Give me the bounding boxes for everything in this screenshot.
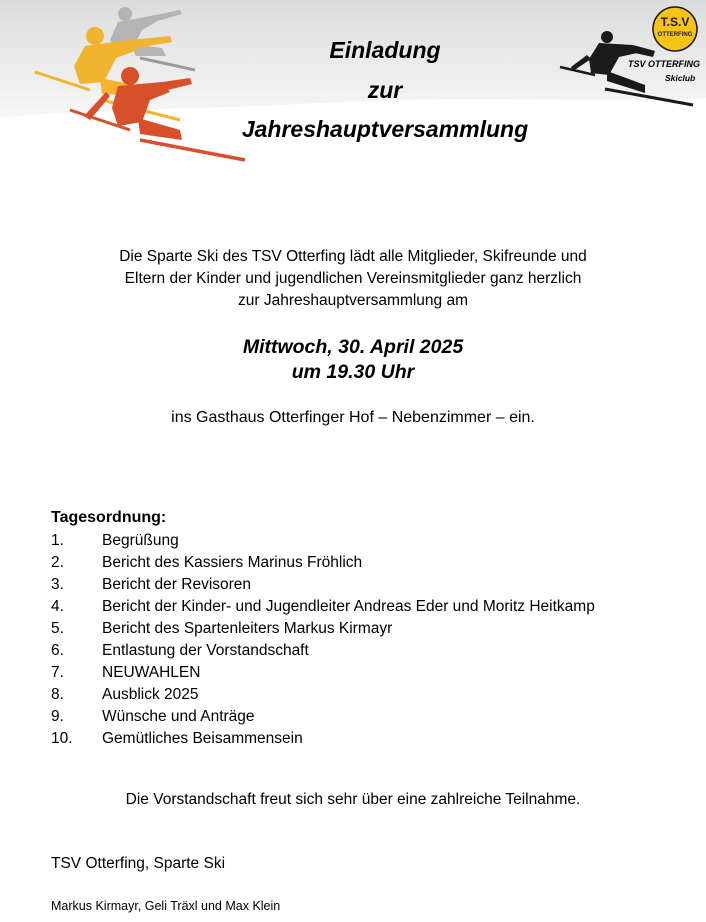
agenda-item-number: 6. — [51, 642, 64, 659]
agenda-item-text: Wünsche und Anträge — [102, 708, 255, 725]
agenda-item-text: Bericht des Kassiers Marinus Fröhlich — [102, 554, 363, 571]
agenda-item-text: Bericht des Spartenleiters Markus Kirmayr — [102, 620, 393, 637]
logo-ski-pole — [560, 67, 595, 75]
grey-ski-line — [140, 58, 195, 70]
intro-line: Die Sparte Ski des TSV Otterfing lädt alle Mitglieder, Skifreunde und — [119, 248, 587, 265]
closing-statement: Die Vorstandschaft freut sich sehr über eine zahlreiche Teilnahme. — [125, 791, 581, 808]
agenda-item-number: 7. — [51, 664, 64, 681]
meeting-venue: ins Gasthaus Otterfinger Hof – Nebenzimmer – ein. — [171, 409, 535, 426]
title-line-meeting: Jahreshauptversammlung — [241, 116, 529, 142]
agenda-item-text: NEUWAHLEN — [102, 664, 201, 681]
intro-line: zur Jahreshauptversammlung am — [237, 292, 469, 309]
agenda-item-text: Begrüßung — [102, 532, 179, 549]
logo-ski-line — [605, 89, 693, 105]
signature-organization: TSV Otterfing, Sparte Ski — [51, 855, 226, 872]
agenda-item-text: Bericht der Revisoren — [102, 576, 252, 593]
agenda-item-text: Ausblick 2025 — [102, 686, 199, 703]
agenda-item-number: 4. — [51, 598, 64, 615]
orange-ski-line — [140, 140, 245, 160]
agenda-item-number: 3. — [51, 576, 64, 593]
agenda-item-text: Bericht der Kinder- und Jugendleiter Andreas Eder und Moritz Heitkamp — [102, 598, 595, 615]
agenda-item-number: 8. — [51, 686, 64, 703]
title-line-invitation: Einladung — [329, 37, 441, 63]
agenda-item-number: 10. — [51, 730, 73, 747]
agenda-item-text: Entlastung der Vorstandschaft — [102, 642, 309, 659]
meeting-date: Mittwoch, 30. April 2025 — [242, 336, 464, 358]
agenda-item-number: 9. — [51, 708, 64, 725]
agenda-item-number: 2. — [51, 554, 64, 571]
meeting-time: um 19.30 Uhr — [291, 361, 415, 383]
agenda-item-number: 5. — [51, 620, 64, 637]
agenda-item-number: 1. — [51, 532, 64, 549]
logo-badge-text: T.S.V — [660, 15, 690, 29]
logo-badge-subtext: OTTERFING — [657, 32, 693, 38]
logo-club-name: TSV OTTERFING — [628, 59, 700, 69]
intro-line: Eltern der Kinder und jugendlichen Vereinsmitglieder ganz herzlich — [124, 270, 582, 287]
logo-club-sub: Skiclub — [665, 73, 696, 83]
agenda-title: Tagesordnung: — [51, 509, 167, 526]
signature-names: Markus Kirmayr, Geli Träxl und Max Klein — [51, 899, 281, 913]
title-line-to: zur — [367, 77, 403, 103]
agenda-item-text: Gemütliches Beisammensein — [102, 730, 303, 747]
